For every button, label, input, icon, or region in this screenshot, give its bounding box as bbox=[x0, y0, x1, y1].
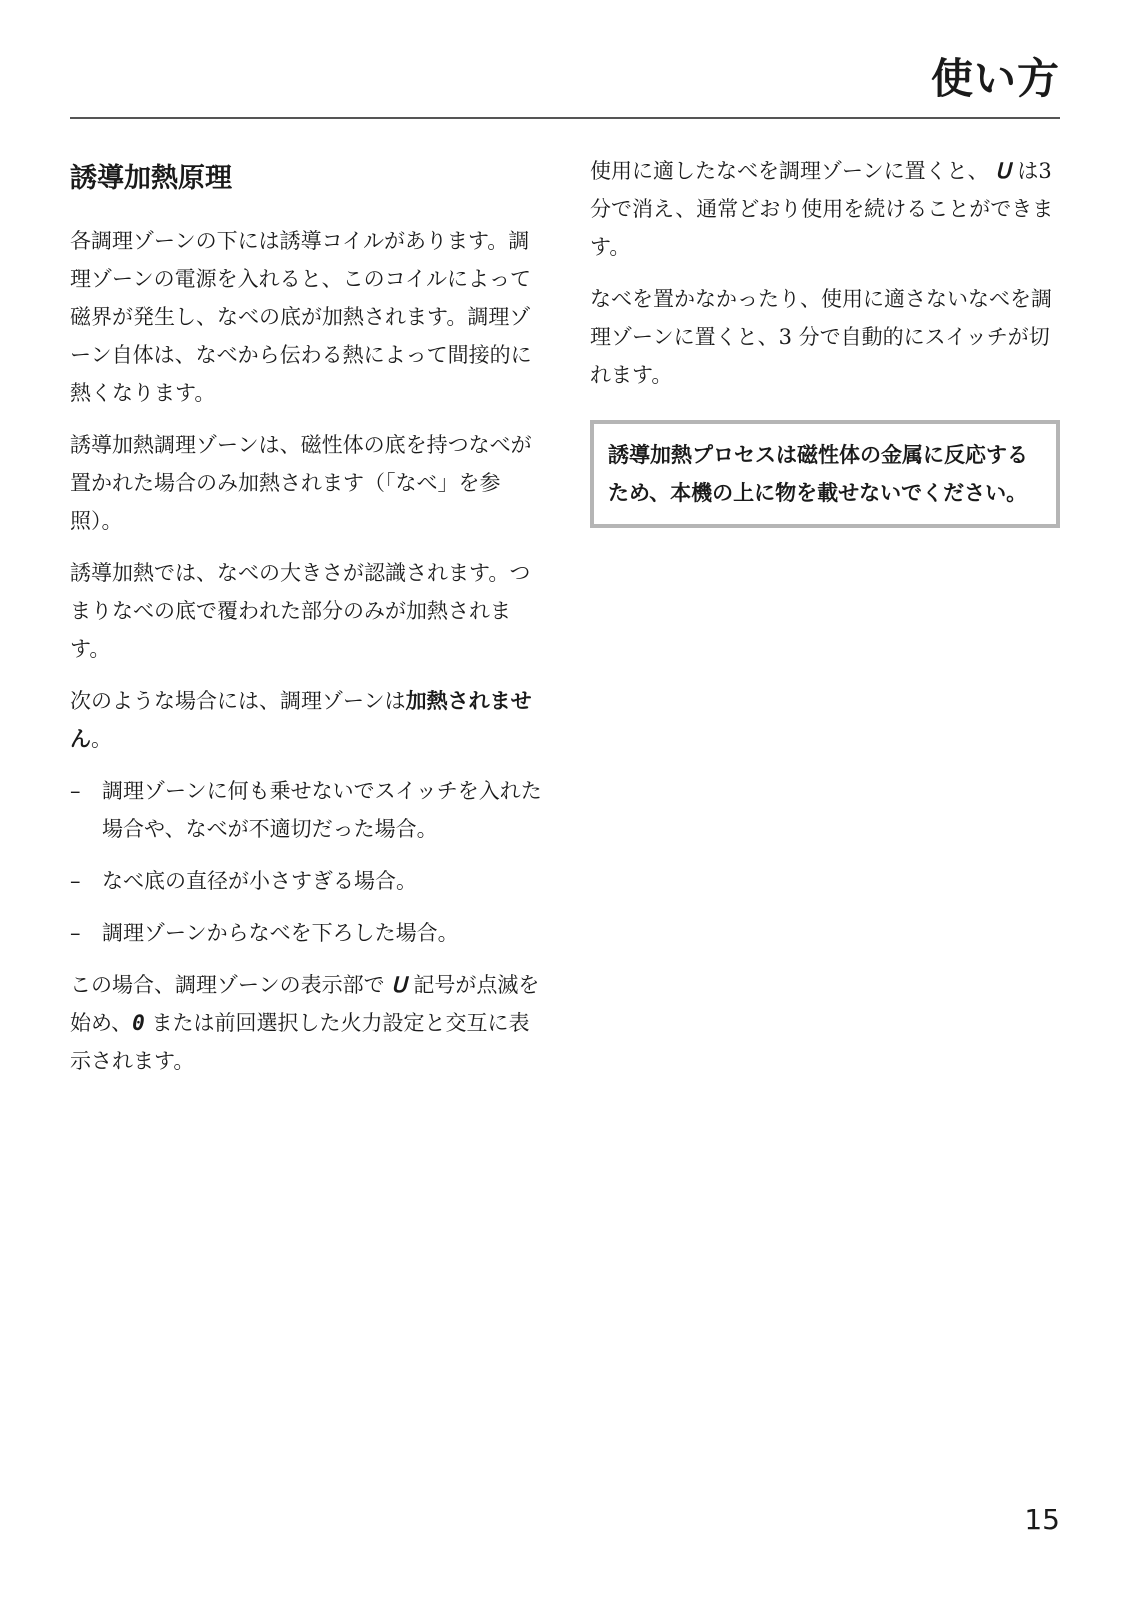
display-text-a: この場合、調理ゾーンの表示部で bbox=[70, 973, 385, 997]
right-column bbox=[590, 152, 1060, 528]
page-number: 15 bbox=[1024, 1503, 1060, 1536]
paragraph-coil: 各調理ゾーンの下には誘導コイルがあります。調理ゾーンの電源を入れると、このコイルによって磁界が発生し、なべの底が加熱されます。調理ゾーン自体は、なべから伝わる熱によって間接的に熱くなります。 bbox=[70, 229, 532, 405]
left-column bbox=[70, 152, 545, 1094]
dash-bullet: – bbox=[70, 869, 81, 893]
section-heading: 誘導加熱原理 bbox=[70, 163, 232, 194]
dash-bullet: – bbox=[70, 921, 81, 945]
paragraph-suitable-pan bbox=[590, 152, 1060, 266]
suitable-pan-text-b: は3分で消え、通常どおり使用を続けることができます。 bbox=[590, 159, 1054, 259]
list-item bbox=[70, 862, 545, 900]
no-heating-list bbox=[70, 772, 545, 952]
suitable-pan-text-a: 使用に適したなべを調理ゾーンに置くと、 bbox=[590, 159, 989, 183]
header-divider bbox=[70, 117, 1060, 119]
paragraph-auto-off: なべを置かなかったり、使用に適さないなべを調理ゾーンに置くと、3 分で自動的にスイッチが切れます。 bbox=[590, 287, 1052, 387]
no-heating-suffix: 。 bbox=[91, 727, 112, 751]
list-item-text: 調理ゾーンからなべを下ろした場合。 bbox=[102, 921, 459, 945]
list-item bbox=[70, 772, 545, 848]
display-text-c: または前回選択した火力設定と交互に表示されます。 bbox=[70, 1011, 530, 1073]
paragraph-pan-size: 誘導加熱では、なべの大きさが認識されます。つまりなべの底で覆われた部分のみが加熱されます。 bbox=[70, 561, 531, 661]
paragraph-magnetic-pan: 誘導加熱調理ゾーンは、磁性体の底を持つなべが置かれた場合のみ加熱されます（「なべ」を参照）。 bbox=[70, 433, 532, 533]
no-heating-prefix: 次のような場合には、調理ゾーンは bbox=[70, 689, 406, 713]
no-heating-emphasis: 加熱されません bbox=[70, 689, 532, 751]
paragraph-no-heating bbox=[70, 682, 545, 758]
pan-symbol-icon: ꓴ bbox=[391, 973, 407, 997]
list-item bbox=[70, 914, 545, 952]
page-header-title: 使い方 bbox=[930, 54, 1060, 103]
pan-symbol-icon: ꓴ bbox=[995, 159, 1011, 183]
zero-symbol-icon: 0 bbox=[132, 1011, 145, 1035]
warning-note-box: 誘導加熱プロセスは磁性体の金属に反応するため、本機の上に物を載せないでください。 bbox=[590, 420, 1060, 528]
dash-bullet: – bbox=[70, 779, 81, 803]
list-item-text: なべ底の直径が小さすぎる場合。 bbox=[102, 869, 417, 893]
list-item-text: 調理ゾーンに何も乗せないでスイッチを入れた場合や、なべが不適切だった場合。 bbox=[102, 779, 542, 841]
display-text-b: 記号が点滅を始め、 bbox=[70, 973, 540, 1035]
paragraph-display-symbol bbox=[70, 966, 545, 1080]
